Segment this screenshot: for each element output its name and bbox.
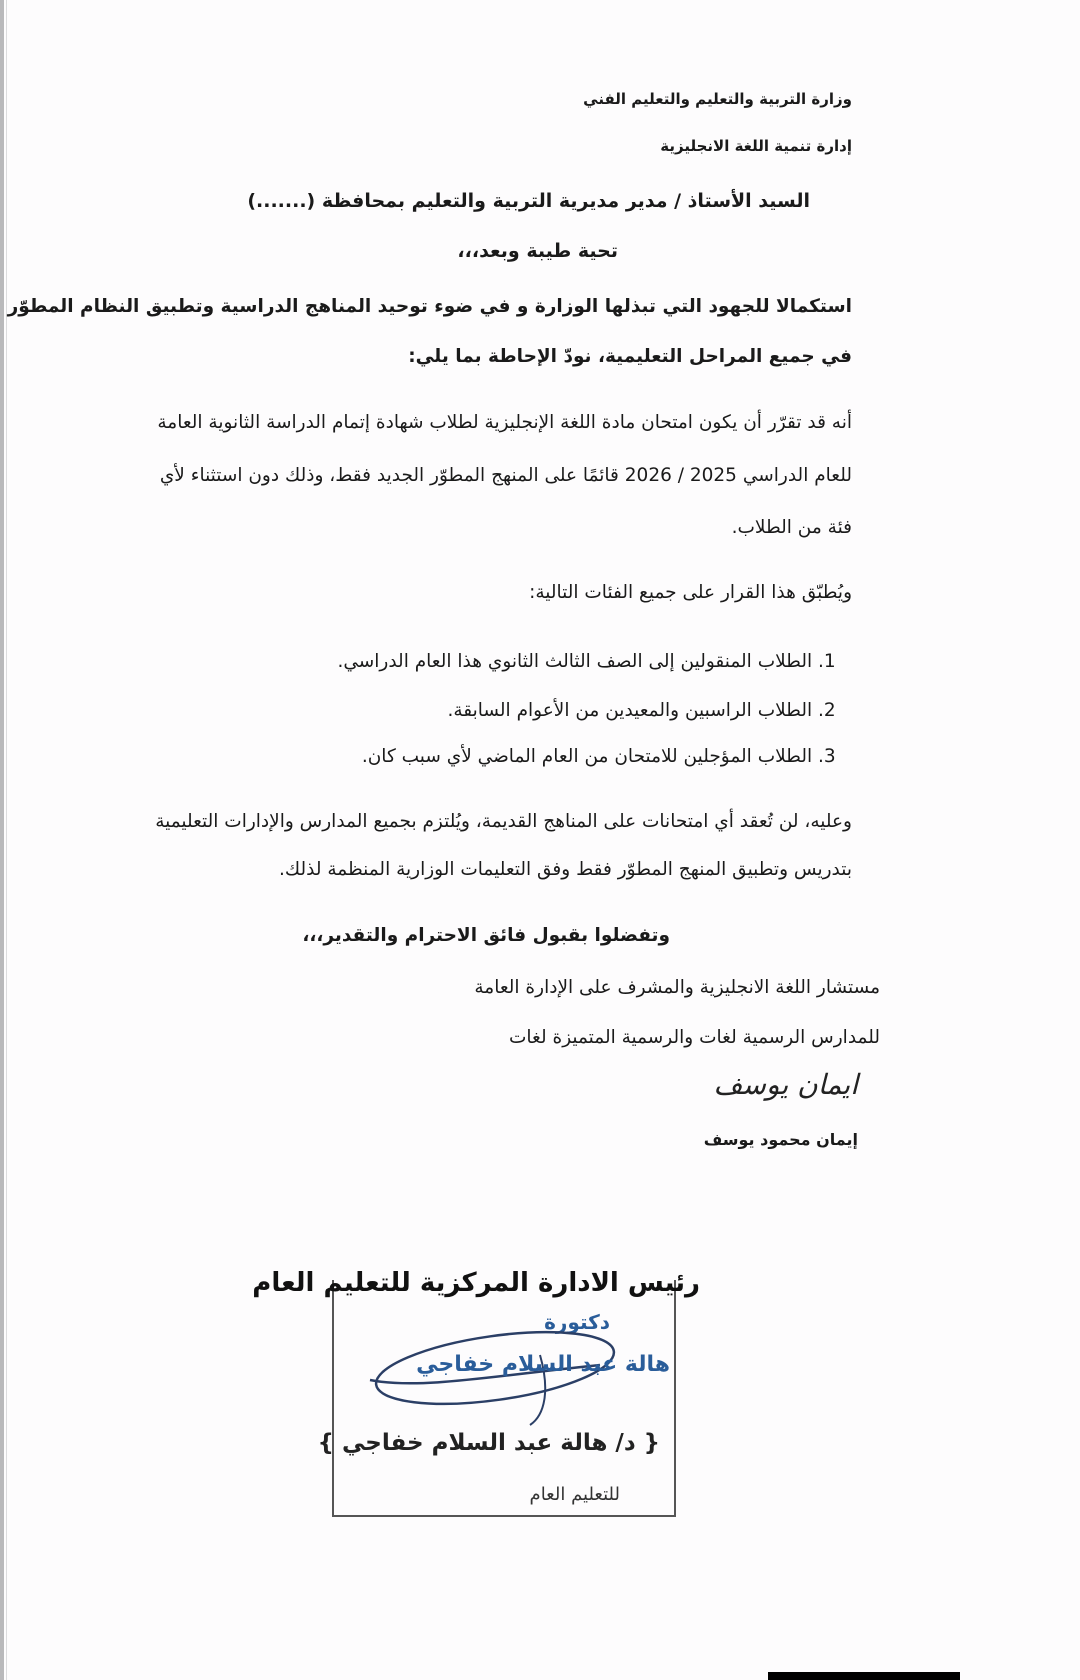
signatory-1-title-line-1: مستشار اللغة الانجليزية والمشرف على الإدارة العامة — [474, 977, 880, 998]
stamp-name-line: هالة عبد السلام خفاجي — [416, 1352, 670, 1377]
page-edge — [0, 0, 4, 1680]
page-edge-line — [6, 0, 7, 1680]
intro-line-1: استكمالا للجهود التي تبذلها الوزارة و في ضوء توحيد المناهج الدراسية وتطبيق النظام المطوّر — [7, 296, 852, 317]
decision-line-2: للعام الدراسي 2025 / 2026 قائمًا على المنهج المطوّر الجديد فقط، وذلك دون استثناء لأي — [159, 465, 852, 486]
category-text: الطلاب الراسبين والمعيدين من الأعوام السابقة. — [447, 700, 813, 721]
category-number: 3. — [818, 746, 836, 767]
category-item-2 — [447, 700, 852, 721]
intro-line-2: في جميع المراحل التعليمية، نودّ الإحاطة بما يلي: — [408, 346, 852, 367]
category-number: 1. — [818, 651, 836, 672]
stamp-footer: للتعليم العام — [529, 1484, 620, 1505]
category-item-3 — [362, 746, 852, 767]
stamp-doctor-label: دكتورة — [544, 1310, 610, 1334]
applies-intro: ويُطبّق هذا القرار على جميع الفئات التالية: — [529, 582, 852, 603]
category-text: الطلاب المنقولين إلى الصف الثالث الثانوي هذا العام الدراسي. — [337, 651, 813, 672]
conclusion-line-2: بتدريس وتطبيق المنهج المطوّر فقط وفق التعليمات الوزارية المنظمة لذلك. — [279, 859, 852, 880]
stamp-name-braced: { د/ هالة عبد السلام خفاجي } — [317, 1430, 660, 1456]
conclusion-line-1: وعليه، لن تُعقد أي امتحانات على المناهج القديمة، ويُلتزم بجميع المدارس والإدارات التعليمية — [155, 811, 852, 832]
greeting: تحية طيبة وبعد،،، — [457, 240, 618, 262]
bottom-bar — [768, 1672, 960, 1680]
closing-salutation: وتفضلوا بقبول فائق الاحترام والتقدير،،، — [302, 925, 670, 946]
handwritten-signature-1: ايمان يوسف — [713, 1068, 858, 1101]
signatory-2-title: رئيس الادارة المركزية للتعليم العام — [252, 1268, 700, 1298]
category-item-1 — [337, 651, 852, 672]
decision-line-3: فئة من الطلاب. — [731, 517, 852, 538]
signatory-1-title-line-2: للمدارس الرسمية لغات والرسمية المتميزة لغات — [509, 1027, 880, 1048]
category-text: الطلاب المؤجلين للامتحان من العام الماضي لأي سبب كان. — [361, 746, 813, 767]
category-number: 2. — [818, 700, 836, 721]
decision-line-1: أنه قد تقرّر أن يكون امتحان مادة اللغة الإنجليزية لطلاب شهادة إتمام الدراسة الثانوية العامة — [157, 412, 852, 433]
signatory-1-name: إيمان محمود يوسف — [703, 1130, 858, 1149]
department-name: إدارة تنمية اللغة الانجليزية — [660, 137, 852, 155]
addressee: السيد الأستاذ / مدير مديرية التربية والتعليم بمحافظة (.......) — [247, 190, 810, 212]
ministry-name: وزارة التربية والتعليم والتعليم الفني — [583, 90, 852, 108]
